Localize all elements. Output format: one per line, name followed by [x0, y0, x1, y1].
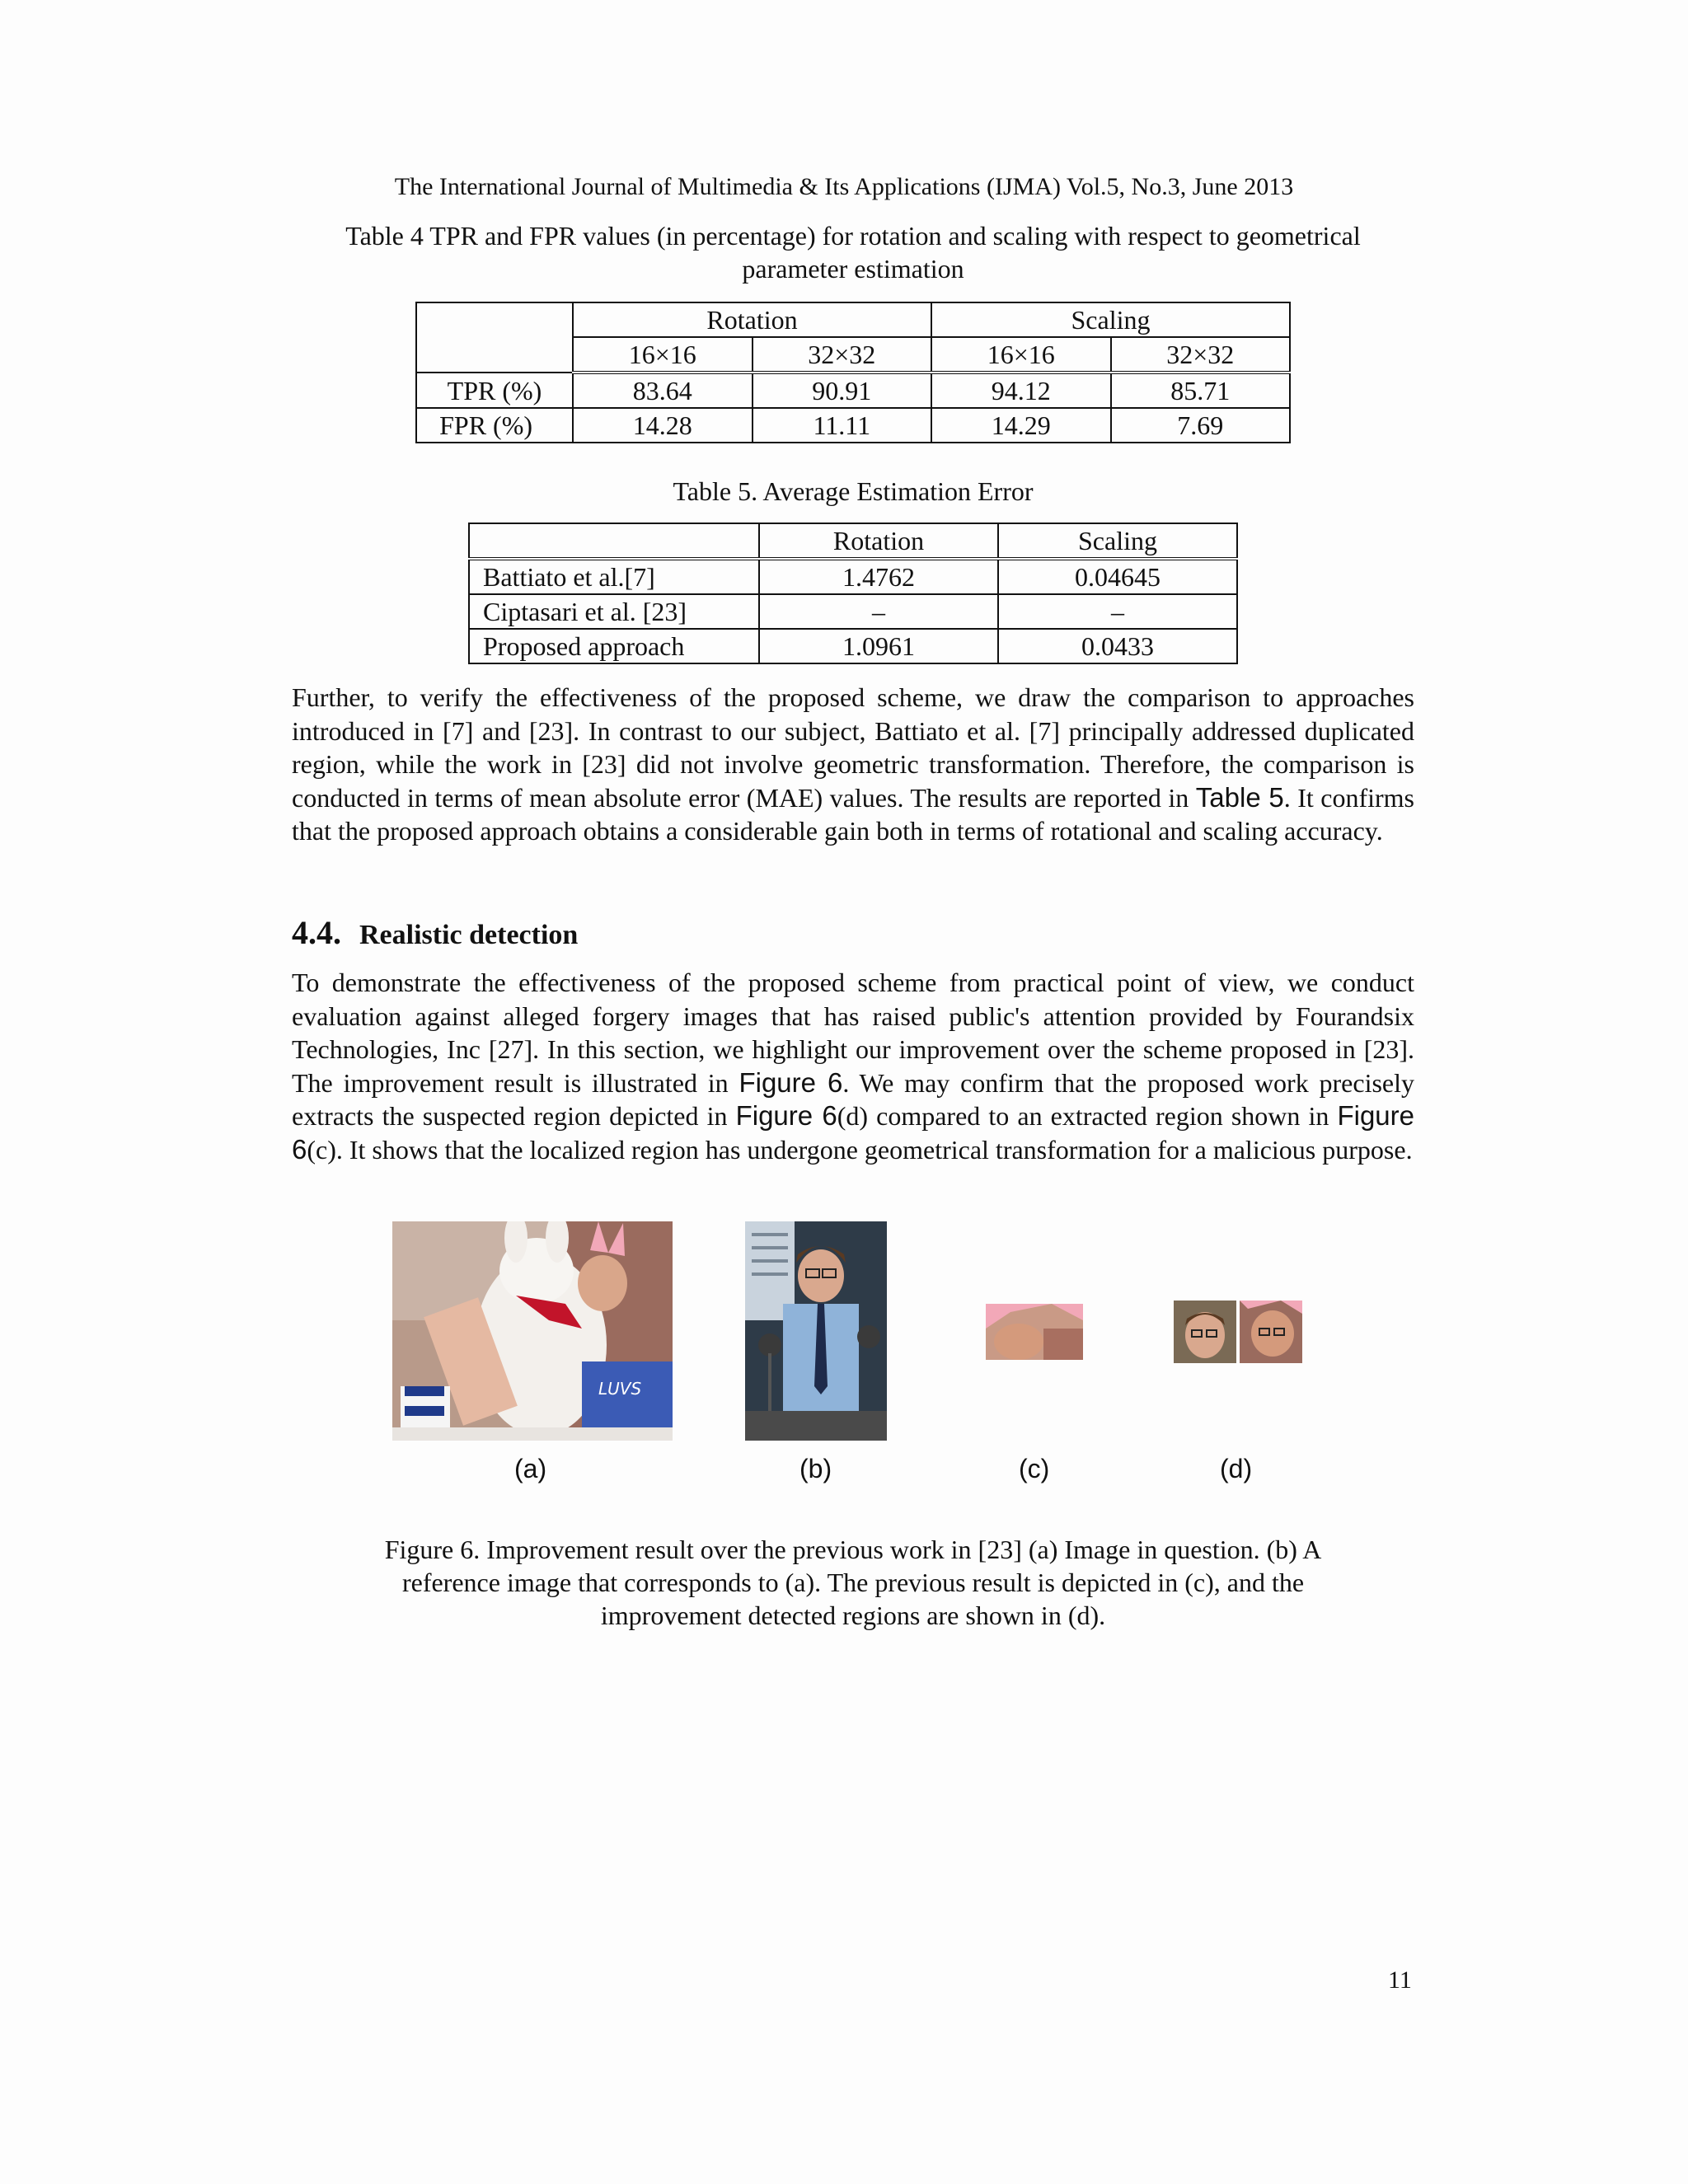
figure-image-a	[392, 1221, 673, 1441]
table-cell: 1.4762	[759, 559, 998, 594]
section-number: 4.4.	[292, 914, 341, 951]
figure-caption-line1: Figure 6. Improvement result over the previous work in [23] (a) Image in question. (b) A	[384, 1535, 1322, 1564]
column-group-header: Rotation	[573, 302, 931, 337]
section-title: Realistic detection	[359, 920, 579, 950]
table-row	[469, 559, 1237, 594]
figure-image-c	[986, 1304, 1083, 1360]
figure-reference-link[interactable]: Figure 6	[292, 1100, 1415, 1165]
table-row	[469, 629, 1237, 663]
package-logo-text: LUVS	[598, 1379, 642, 1399]
row-header: Ciptasari et al. [23]	[469, 594, 759, 629]
row-header: TPR (%)	[416, 373, 573, 408]
figure-caption-line2: reference image that corresponds to (a). The previous result is depicted in (c), and the	[401, 1568, 1305, 1597]
table-row	[416, 408, 1290, 443]
figure-label-d: (d)	[1220, 1454, 1253, 1483]
table-reference-link[interactable]: Table 5	[1195, 781, 1284, 813]
table-row	[416, 302, 1290, 337]
figure-label-b: (b)	[799, 1454, 832, 1483]
table-cell: 0.04645	[998, 559, 1237, 594]
table4-caption-line1: Table 4 TPR and FPR values (in percentage) for rotation and scaling with respect to geometrical	[345, 221, 1361, 251]
table-cell: 14.28	[573, 408, 753, 443]
column-header: Rotation	[759, 523, 998, 559]
table-cell: 0.0433	[998, 629, 1237, 663]
reference-image-picture	[745, 1221, 887, 1441]
column-header: 16×16	[573, 337, 753, 373]
detected-region-1-picture	[1174, 1301, 1236, 1363]
figure-image-d1	[1174, 1301, 1236, 1363]
table-cell: 85.71	[1111, 373, 1291, 408]
table-corner-cell	[469, 523, 759, 559]
table-cell: 11.11	[753, 408, 932, 443]
detected-region-2-picture	[1240, 1301, 1302, 1363]
figure-reference-link[interactable]: Figure 6	[735, 1100, 837, 1131]
table-cell: 90.91	[753, 373, 932, 408]
table-cell: –	[759, 594, 998, 629]
column-header: Scaling	[998, 523, 1237, 559]
table-cell: 1.0961	[759, 629, 998, 663]
table-row	[416, 373, 1290, 408]
paragraph-text: (d) compared to an extracted region shown in	[837, 1101, 1338, 1131]
figure6-caption	[288, 1533, 1418, 1632]
table-cell: –	[998, 594, 1237, 629]
column-header: 32×32	[753, 337, 932, 373]
table-corner-cell	[416, 302, 573, 373]
table-cell: 7.69	[1111, 408, 1291, 443]
section-heading	[292, 913, 578, 952]
table4-caption-line2: parameter estimation	[742, 254, 964, 284]
table-row	[469, 523, 1237, 559]
figure-label-a: (a)	[514, 1454, 547, 1483]
row-header: FPR (%)	[416, 408, 573, 443]
paragraph-text: To demonstrate the effectiveness of the proposed scheme from practical point of view, we conduct evaluation against alleged forgery images that has raised public's attention provided by Fourandsix Technologies, Inc [27]. In this section, we highlight our improvement over the scheme proposed in [23]. The improvement result is illustrated in	[292, 968, 1414, 1098]
figure-caption-line3: improvement detected regions are shown in (d).	[600, 1601, 1106, 1630]
table-row	[469, 594, 1237, 629]
page-number: 11	[1388, 1966, 1412, 1994]
paragraph-realistic-detection	[292, 966, 1414, 1166]
figure-label-c: (c)	[1019, 1454, 1050, 1483]
column-header: 32×32	[1111, 337, 1291, 373]
paragraph-text: (c). It shows that the localized region has undergone geometrical transformation for a malicious purpose.	[307, 1134, 1413, 1165]
paragraph-comparison	[292, 681, 1414, 848]
table4	[415, 302, 1291, 443]
table-cell: 83.64	[573, 373, 753, 408]
paragraph-text: . It confirms that the proposed approach obtains a considerable gain both in terms of rotational and scaling accuracy.	[292, 782, 1415, 846]
table5-caption: Table 5. Average Estimation Error	[673, 476, 1034, 506]
figure-image-b	[745, 1221, 887, 1441]
running-header: The International Journal of Multimedia & Its Applications (IJMA) Vol.5, No.3, June 2013	[394, 173, 1294, 200]
paragraph-text: Further, to verify the effectiveness of the proposed scheme, we draw the comparison to approaches introduced in [7] and [23]. In contrast to our subject, Battiato et al. [7] principally addressed duplicated region, while the work in [23] did not involve geometric transformation. Therefore, the comparison is conducted in terms of mean absolute error (MAE) values. The results are reported in	[292, 682, 1414, 813]
table5	[468, 523, 1238, 664]
row-header: Battiato et al.[7]	[469, 559, 759, 594]
figure-reference-link[interactable]: Figure 6	[738, 1066, 843, 1098]
paragraph-text: . We may confirm that the proposed work precisely extracts the suspected region depicted in	[292, 1067, 1414, 1131]
table4-caption	[288, 219, 1418, 285]
table-cell: 14.29	[931, 408, 1111, 443]
previous-result-region-picture	[986, 1304, 1083, 1360]
column-group-header: Scaling	[931, 302, 1290, 337]
table-cell: 94.12	[931, 373, 1111, 408]
image-in-question-picture	[392, 1221, 673, 1441]
row-header: Proposed approach	[469, 629, 759, 663]
column-header: 16×16	[931, 337, 1111, 373]
figure-image-d2	[1240, 1301, 1302, 1363]
